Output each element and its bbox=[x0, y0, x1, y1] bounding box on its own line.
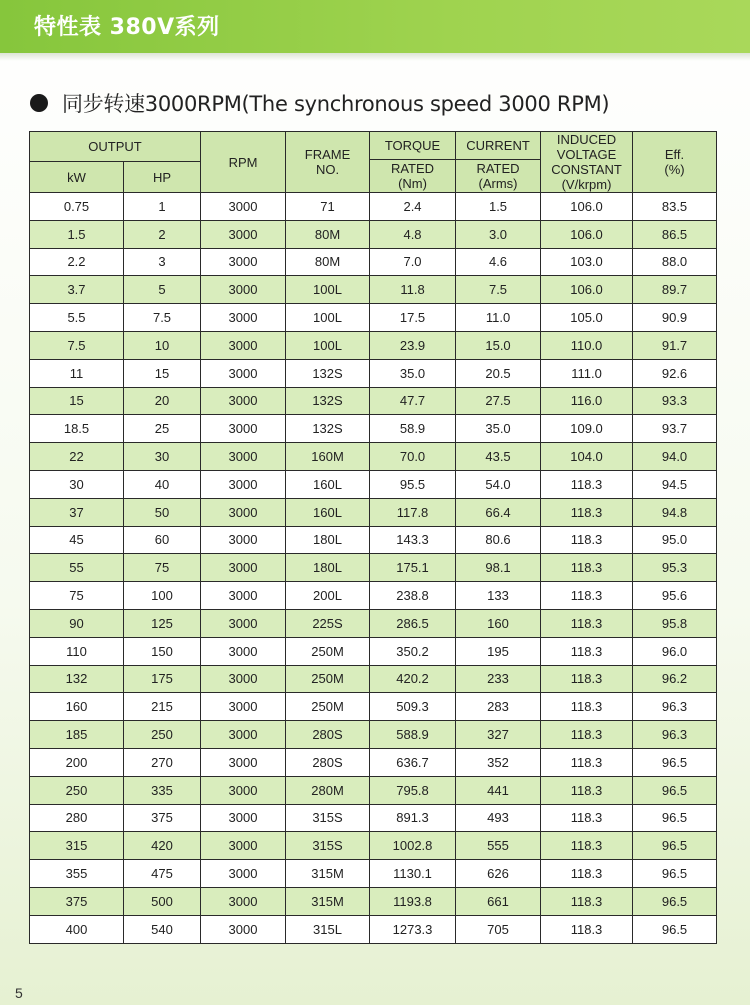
cell-efficiency: 96.3 bbox=[633, 721, 717, 749]
cell-efficiency: 96.5 bbox=[633, 860, 717, 888]
cell-rpm: 3000 bbox=[201, 721, 286, 749]
cell-voltage: 118.3 bbox=[541, 832, 633, 860]
bullet-icon bbox=[30, 94, 48, 112]
cell-torque: 1273.3 bbox=[370, 915, 456, 943]
cell-hp: 75 bbox=[124, 554, 201, 582]
cell-hp: 500 bbox=[124, 887, 201, 915]
cell-efficiency: 95.6 bbox=[633, 582, 717, 610]
table-row bbox=[30, 776, 717, 804]
cell-frame: 280S bbox=[286, 721, 370, 749]
cell-voltage: 106.0 bbox=[541, 220, 633, 248]
cell-torque: 636.7 bbox=[370, 748, 456, 776]
cell-rpm: 3000 bbox=[201, 331, 286, 359]
cell-torque: 35.0 bbox=[370, 359, 456, 387]
cell-efficiency: 94.0 bbox=[633, 443, 717, 471]
cell-torque: 58.9 bbox=[370, 415, 456, 443]
cell-efficiency: 96.5 bbox=[633, 748, 717, 776]
cell-hp: 1 bbox=[124, 193, 201, 221]
cell-voltage: 118.3 bbox=[541, 693, 633, 721]
cell-current: 626 bbox=[456, 860, 541, 888]
cell-frame: 160M bbox=[286, 443, 370, 471]
cell-voltage: 118.3 bbox=[541, 887, 633, 915]
cell-kw: 110 bbox=[30, 637, 124, 665]
cell-rpm: 3000 bbox=[201, 304, 286, 332]
header-frame bbox=[286, 132, 370, 193]
cell-frame: 180L bbox=[286, 526, 370, 554]
header-induced-voltage bbox=[541, 132, 633, 193]
cell-efficiency: 88.0 bbox=[633, 248, 717, 276]
cell-kw: 2.2 bbox=[30, 248, 124, 276]
spec-table-body bbox=[30, 193, 717, 944]
table-row bbox=[30, 748, 717, 776]
cell-rpm: 3000 bbox=[201, 665, 286, 693]
cell-current: 4.6 bbox=[456, 248, 541, 276]
cell-voltage: 118.3 bbox=[541, 721, 633, 749]
header-current: CURRENT bbox=[456, 132, 541, 160]
cell-efficiency: 91.7 bbox=[633, 331, 717, 359]
table-row bbox=[30, 554, 717, 582]
cell-kw: 200 bbox=[30, 748, 124, 776]
cell-voltage: 109.0 bbox=[541, 415, 633, 443]
cell-kw: 160 bbox=[30, 693, 124, 721]
cell-torque: 7.0 bbox=[370, 248, 456, 276]
cell-voltage: 118.3 bbox=[541, 915, 633, 943]
header-kw: kW bbox=[30, 162, 124, 193]
cell-rpm: 3000 bbox=[201, 832, 286, 860]
cell-torque: 4.8 bbox=[370, 220, 456, 248]
header-output: OUTPUT bbox=[30, 132, 201, 162]
cell-hp: 10 bbox=[124, 331, 201, 359]
cell-voltage: 118.3 bbox=[541, 582, 633, 610]
cell-frame: 315S bbox=[286, 832, 370, 860]
cell-frame: 100L bbox=[286, 331, 370, 359]
cell-current: 441 bbox=[456, 776, 541, 804]
cell-torque: 23.9 bbox=[370, 331, 456, 359]
cell-rpm: 3000 bbox=[201, 554, 286, 582]
cell-hp: 7.5 bbox=[124, 304, 201, 332]
cell-hp: 215 bbox=[124, 693, 201, 721]
cell-rpm: 3000 bbox=[201, 582, 286, 610]
cell-hp: 175 bbox=[124, 665, 201, 693]
cell-hp: 50 bbox=[124, 498, 201, 526]
cell-kw: 400 bbox=[30, 915, 124, 943]
table-row bbox=[30, 220, 717, 248]
header-current-rated-label: RATED (Arms) bbox=[476, 161, 520, 191]
cell-current: 43.5 bbox=[456, 443, 541, 471]
cell-hp: 100 bbox=[124, 582, 201, 610]
cell-rpm: 3000 bbox=[201, 193, 286, 221]
header-torque-rated-label: RATED (Nm) bbox=[390, 161, 435, 191]
cell-current: 3.0 bbox=[456, 220, 541, 248]
cell-torque: 1193.8 bbox=[370, 887, 456, 915]
cell-kw: 11 bbox=[30, 359, 124, 387]
cell-torque: 350.2 bbox=[370, 637, 456, 665]
cell-hp: 335 bbox=[124, 776, 201, 804]
cell-frame: 80M bbox=[286, 248, 370, 276]
cell-kw: 250 bbox=[30, 776, 124, 804]
cell-current: 35.0 bbox=[456, 415, 541, 443]
cell-hp: 15 bbox=[124, 359, 201, 387]
cell-torque: 795.8 bbox=[370, 776, 456, 804]
cell-kw: 3.7 bbox=[30, 276, 124, 304]
cell-hp: 25 bbox=[124, 415, 201, 443]
table-row bbox=[30, 915, 717, 943]
cell-rpm: 3000 bbox=[201, 387, 286, 415]
cell-frame: 315L bbox=[286, 915, 370, 943]
table-row bbox=[30, 665, 717, 693]
table-row bbox=[30, 693, 717, 721]
cell-efficiency: 94.8 bbox=[633, 498, 717, 526]
cell-rpm: 3000 bbox=[201, 470, 286, 498]
cell-efficiency: 93.3 bbox=[633, 387, 717, 415]
cell-efficiency: 89.7 bbox=[633, 276, 717, 304]
cell-frame: 250M bbox=[286, 665, 370, 693]
cell-torque: 47.7 bbox=[370, 387, 456, 415]
cell-kw: 22 bbox=[30, 443, 124, 471]
header-frame-label: FRAME NO. bbox=[304, 147, 351, 177]
cell-efficiency: 95.8 bbox=[633, 609, 717, 637]
cell-rpm: 3000 bbox=[201, 415, 286, 443]
header-induced-voltage-label: INDUCED VOLTAGE CONSTANT (V/krpm) bbox=[551, 132, 622, 192]
cell-kw: 280 bbox=[30, 804, 124, 832]
banner-shadow bbox=[0, 53, 750, 61]
header-efficiency bbox=[633, 132, 717, 193]
cell-kw: 355 bbox=[30, 860, 124, 888]
cell-hp: 30 bbox=[124, 443, 201, 471]
cell-current: 555 bbox=[456, 832, 541, 860]
cell-frame: 200L bbox=[286, 582, 370, 610]
cell-voltage: 118.3 bbox=[541, 665, 633, 693]
cell-kw: 90 bbox=[30, 609, 124, 637]
cell-current: 11.0 bbox=[456, 304, 541, 332]
cell-voltage: 106.0 bbox=[541, 276, 633, 304]
section-heading bbox=[30, 88, 609, 118]
cell-rpm: 3000 bbox=[201, 276, 286, 304]
cell-efficiency: 95.0 bbox=[633, 526, 717, 554]
cell-torque: 2.4 bbox=[370, 193, 456, 221]
cell-efficiency: 96.3 bbox=[633, 693, 717, 721]
cell-current: 20.5 bbox=[456, 359, 541, 387]
cell-rpm: 3000 bbox=[201, 804, 286, 832]
cell-voltage: 118.3 bbox=[541, 637, 633, 665]
cell-current: 327 bbox=[456, 721, 541, 749]
cell-kw: 132 bbox=[30, 665, 124, 693]
cell-torque: 17.5 bbox=[370, 304, 456, 332]
cell-hp: 475 bbox=[124, 860, 201, 888]
cell-current: 133 bbox=[456, 582, 541, 610]
cell-current: 195 bbox=[456, 637, 541, 665]
cell-current: 352 bbox=[456, 748, 541, 776]
cell-hp: 270 bbox=[124, 748, 201, 776]
table-row bbox=[30, 832, 717, 860]
cell-voltage: 103.0 bbox=[541, 248, 633, 276]
cell-rpm: 3000 bbox=[201, 443, 286, 471]
cell-frame: 132S bbox=[286, 415, 370, 443]
cell-hp: 20 bbox=[124, 387, 201, 415]
cell-kw: 0.75 bbox=[30, 193, 124, 221]
cell-frame: 180L bbox=[286, 554, 370, 582]
cell-voltage: 118.3 bbox=[541, 748, 633, 776]
cell-voltage: 118.3 bbox=[541, 776, 633, 804]
table-row bbox=[30, 582, 717, 610]
cell-efficiency: 96.2 bbox=[633, 665, 717, 693]
cell-current: 7.5 bbox=[456, 276, 541, 304]
cell-torque: 509.3 bbox=[370, 693, 456, 721]
cell-current: 66.4 bbox=[456, 498, 541, 526]
cell-frame: 280M bbox=[286, 776, 370, 804]
cell-rpm: 3000 bbox=[201, 776, 286, 804]
cell-torque: 95.5 bbox=[370, 470, 456, 498]
cell-rpm: 3000 bbox=[201, 359, 286, 387]
cell-torque: 1130.1 bbox=[370, 860, 456, 888]
cell-current: 1.5 bbox=[456, 193, 541, 221]
cell-current: 493 bbox=[456, 804, 541, 832]
cell-hp: 3 bbox=[124, 248, 201, 276]
spec-table bbox=[29, 131, 717, 944]
cell-voltage: 118.3 bbox=[541, 554, 633, 582]
table-row bbox=[30, 193, 717, 221]
cell-torque: 588.9 bbox=[370, 721, 456, 749]
cell-efficiency: 92.6 bbox=[633, 359, 717, 387]
header-hp: HP bbox=[124, 162, 201, 193]
table-row bbox=[30, 498, 717, 526]
table-row bbox=[30, 304, 717, 332]
cell-voltage: 118.3 bbox=[541, 526, 633, 554]
cell-voltage: 118.3 bbox=[541, 609, 633, 637]
table-row bbox=[30, 860, 717, 888]
cell-hp: 5 bbox=[124, 276, 201, 304]
cell-rpm: 3000 bbox=[201, 609, 286, 637]
cell-hp: 40 bbox=[124, 470, 201, 498]
cell-current: 705 bbox=[456, 915, 541, 943]
cell-current: 661 bbox=[456, 887, 541, 915]
cell-kw: 1.5 bbox=[30, 220, 124, 248]
cell-rpm: 3000 bbox=[201, 498, 286, 526]
cell-efficiency: 93.7 bbox=[633, 415, 717, 443]
section-heading-text: 同步转速3000RPM(The synchronous speed 3000 RPM) bbox=[62, 92, 610, 116]
header-torque: TORQUE bbox=[370, 132, 456, 160]
cell-kw: 18.5 bbox=[30, 415, 124, 443]
cell-frame: 160L bbox=[286, 470, 370, 498]
cell-frame: 80M bbox=[286, 220, 370, 248]
cell-voltage: 111.0 bbox=[541, 359, 633, 387]
cell-kw: 7.5 bbox=[30, 331, 124, 359]
cell-current: 160 bbox=[456, 609, 541, 637]
cell-current: 98.1 bbox=[456, 554, 541, 582]
cell-efficiency: 96.0 bbox=[633, 637, 717, 665]
table-row bbox=[30, 248, 717, 276]
cell-voltage: 118.3 bbox=[541, 860, 633, 888]
cell-current: 15.0 bbox=[456, 331, 541, 359]
cell-efficiency: 96.5 bbox=[633, 915, 717, 943]
title-banner bbox=[0, 0, 750, 53]
cell-kw: 30 bbox=[30, 470, 124, 498]
table-row bbox=[30, 415, 717, 443]
cell-rpm: 3000 bbox=[201, 637, 286, 665]
cell-kw: 15 bbox=[30, 387, 124, 415]
table-row bbox=[30, 470, 717, 498]
cell-efficiency: 95.3 bbox=[633, 554, 717, 582]
table-row bbox=[30, 804, 717, 832]
cell-torque: 286.5 bbox=[370, 609, 456, 637]
table-row bbox=[30, 331, 717, 359]
cell-rpm: 3000 bbox=[201, 915, 286, 943]
cell-frame: 315S bbox=[286, 804, 370, 832]
cell-voltage: 110.0 bbox=[541, 331, 633, 359]
cell-frame: 315M bbox=[286, 860, 370, 888]
cell-kw: 375 bbox=[30, 887, 124, 915]
cell-kw: 37 bbox=[30, 498, 124, 526]
cell-rpm: 3000 bbox=[201, 860, 286, 888]
cell-voltage: 116.0 bbox=[541, 387, 633, 415]
cell-torque: 11.8 bbox=[370, 276, 456, 304]
cell-torque: 143.3 bbox=[370, 526, 456, 554]
cell-voltage: 105.0 bbox=[541, 304, 633, 332]
cell-kw: 75 bbox=[30, 582, 124, 610]
cell-current: 233 bbox=[456, 665, 541, 693]
table-row bbox=[30, 637, 717, 665]
table-row bbox=[30, 387, 717, 415]
table-row bbox=[30, 609, 717, 637]
cell-efficiency: 96.5 bbox=[633, 776, 717, 804]
cell-kw: 5.5 bbox=[30, 304, 124, 332]
cell-hp: 2 bbox=[124, 220, 201, 248]
cell-hp: 420 bbox=[124, 832, 201, 860]
table-row bbox=[30, 443, 717, 471]
cell-torque: 117.8 bbox=[370, 498, 456, 526]
cell-hp: 540 bbox=[124, 915, 201, 943]
header-rpm: RPM bbox=[201, 132, 286, 193]
cell-efficiency: 96.5 bbox=[633, 887, 717, 915]
cell-frame: 160L bbox=[286, 498, 370, 526]
cell-voltage: 106.0 bbox=[541, 193, 633, 221]
cell-voltage: 118.3 bbox=[541, 804, 633, 832]
cell-rpm: 3000 bbox=[201, 526, 286, 554]
cell-hp: 60 bbox=[124, 526, 201, 554]
cell-frame: 100L bbox=[286, 276, 370, 304]
cell-torque: 1002.8 bbox=[370, 832, 456, 860]
table-row bbox=[30, 276, 717, 304]
cell-current: 27.5 bbox=[456, 387, 541, 415]
cell-voltage: 118.3 bbox=[541, 498, 633, 526]
cell-hp: 375 bbox=[124, 804, 201, 832]
cell-frame: 71 bbox=[286, 193, 370, 221]
cell-frame: 315M bbox=[286, 887, 370, 915]
cell-frame: 100L bbox=[286, 304, 370, 332]
cell-torque: 70.0 bbox=[370, 443, 456, 471]
cell-kw: 55 bbox=[30, 554, 124, 582]
cell-kw: 185 bbox=[30, 721, 124, 749]
table-row bbox=[30, 359, 717, 387]
cell-torque: 175.1 bbox=[370, 554, 456, 582]
table-row bbox=[30, 526, 717, 554]
cell-hp: 150 bbox=[124, 637, 201, 665]
cell-current: 283 bbox=[456, 693, 541, 721]
cell-torque: 420.2 bbox=[370, 665, 456, 693]
cell-torque: 891.3 bbox=[370, 804, 456, 832]
cell-current: 80.6 bbox=[456, 526, 541, 554]
cell-efficiency: 86.5 bbox=[633, 220, 717, 248]
cell-torque: 238.8 bbox=[370, 582, 456, 610]
cell-rpm: 3000 bbox=[201, 748, 286, 776]
cell-rpm: 3000 bbox=[201, 248, 286, 276]
cell-efficiency: 83.5 bbox=[633, 193, 717, 221]
cell-hp: 250 bbox=[124, 721, 201, 749]
header-efficiency-label: Eff. (%) bbox=[664, 147, 685, 177]
page-number: 5 bbox=[15, 985, 23, 1001]
cell-rpm: 3000 bbox=[201, 887, 286, 915]
cell-frame: 250M bbox=[286, 637, 370, 665]
cell-frame: 132S bbox=[286, 359, 370, 387]
cell-voltage: 104.0 bbox=[541, 443, 633, 471]
cell-frame: 132S bbox=[286, 387, 370, 415]
cell-voltage: 118.3 bbox=[541, 470, 633, 498]
cell-frame: 225S bbox=[286, 609, 370, 637]
header-torque-rated bbox=[370, 160, 456, 193]
cell-frame: 280S bbox=[286, 748, 370, 776]
cell-rpm: 3000 bbox=[201, 693, 286, 721]
cell-frame: 250M bbox=[286, 693, 370, 721]
banner-title: 特性表 380V系列 bbox=[34, 15, 220, 40]
cell-hp: 125 bbox=[124, 609, 201, 637]
cell-kw: 45 bbox=[30, 526, 124, 554]
cell-efficiency: 90.9 bbox=[633, 304, 717, 332]
cell-efficiency: 96.5 bbox=[633, 832, 717, 860]
table-row bbox=[30, 887, 717, 915]
table-row bbox=[30, 721, 717, 749]
cell-efficiency: 94.5 bbox=[633, 470, 717, 498]
cell-efficiency: 96.5 bbox=[633, 804, 717, 832]
cell-rpm: 3000 bbox=[201, 220, 286, 248]
cell-kw: 315 bbox=[30, 832, 124, 860]
cell-current: 54.0 bbox=[456, 470, 541, 498]
header-current-rated bbox=[456, 160, 541, 193]
